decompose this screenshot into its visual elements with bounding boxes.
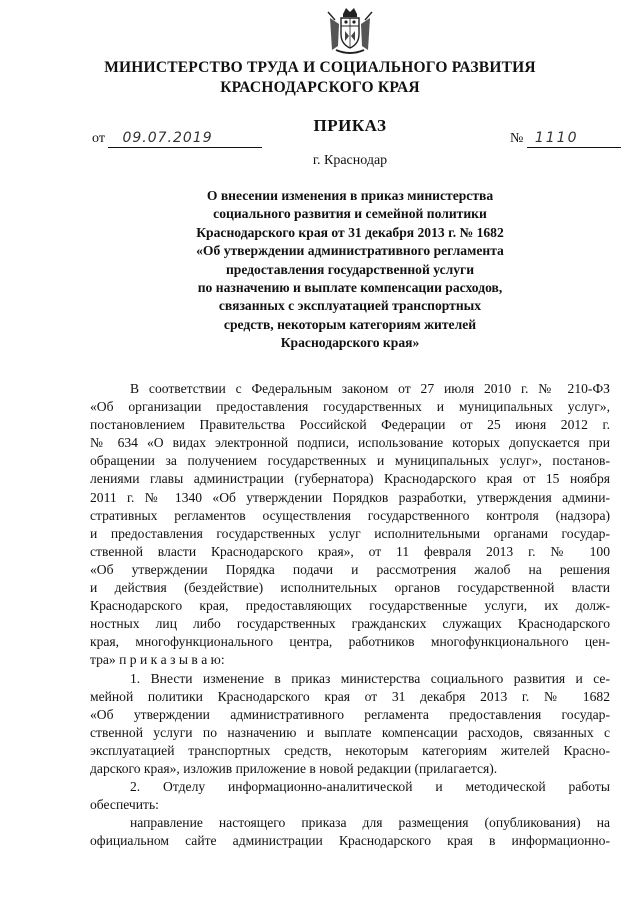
body-line: края, многофункционального центра, работников многофункционального цен- <box>90 634 610 650</box>
body-line: официальном сайте администрации Краснодарского края в информационно- <box>90 833 610 849</box>
title-line: связанных с эксплуатацией транспортных <box>218 298 482 314</box>
body-line: «Об утверждении административного регламента предоставления государ- <box>90 706 610 722</box>
document-type: ПРИКАЗ <box>313 116 387 135</box>
body-line: «Об организации предоставления государственных и муниципальных услуг», <box>90 399 610 415</box>
body-line: лениями главы администрации (губернатора) Краснодарского края от 15 ноября <box>90 471 610 487</box>
body-line: В соответствии с Федеральным законом от 27 июля 2010 г. № 210-ФЗ <box>130 381 610 396</box>
ministry-line-2: КРАСНОДАРСКОГО КРАЯ <box>220 79 420 96</box>
body-line: мейной политики Краснодарского края от 31 декабря 2013 г. № 1682 <box>90 688 610 704</box>
body-line: № 634 «О видах электронной подписи, использование которых допускается при <box>90 435 610 451</box>
title-line: предоставления государственной услуги <box>225 261 475 277</box>
title-line: Краснодарского края от 31 декабря 2013 г. № 1682 <box>196 224 504 240</box>
body-line: постановлением Правительства Российской Федерации от 25 июня 2012 г. <box>90 417 610 433</box>
ministry-name <box>0 58 640 98</box>
body-line: обращении за получением государственных и муниципальных услуг», постанов- <box>90 453 610 469</box>
body-line: стративных регламентов осуществления государственного контроля (надзора) <box>90 507 610 523</box>
number-prefix: № <box>510 131 524 146</box>
date-prefix: от <box>92 131 105 146</box>
body-line: тра» п р и к а з ы в а ю: <box>90 652 225 668</box>
body-line: 1. Внести изменение в приказ министерства социального развития и се- <box>130 670 610 686</box>
title-line: «Об утверждении административного регламента <box>196 243 504 259</box>
number-value: 1110 <box>527 131 621 148</box>
document-body <box>90 380 610 850</box>
body-line: направление настоящего приказа для размещения (опубликования) на <box>130 815 610 831</box>
date-value: 09.07.2019 <box>108 131 262 148</box>
body-line: «Об утверждении Порядка подачи и рассмотрения жалоб на решения <box>90 561 610 577</box>
date-field <box>92 131 262 148</box>
body-line: дарского края», изложив приложение в новой редакции (прилагается). <box>90 760 498 776</box>
title-line: по назначению и выплате компенсации расходов, <box>197 280 503 296</box>
body-line: 2. Отделу информационно-аналитической и методической работы <box>130 779 610 795</box>
body-line: эксплуатацией транспортных средств, некоторым категориям жителей Красно- <box>90 742 610 758</box>
body-line: ственной услуги по назначению и выплате компенсации расходов, связанных с <box>90 724 610 740</box>
coat-of-arms-emblem <box>326 6 374 56</box>
title-line: социального развития и семейной политики <box>213 206 487 222</box>
title-line: Краснодарского края» <box>280 335 420 351</box>
body-line: обеспечить: <box>90 797 159 813</box>
document-title <box>0 187 640 353</box>
number-field <box>510 131 621 148</box>
body-line: ностных лиц либо государственных гражданских служащих Краснодарского <box>90 616 610 632</box>
body-line: Краснодарского края, предоставляющих государственные услуги, их долж- <box>90 598 610 614</box>
ministry-line-1: МИНИСТЕРСТВО ТРУДА И СОЦИАЛЬНОГО РАЗВИТИЯ <box>104 59 536 76</box>
title-line: средств, некоторым категориям жителей <box>223 316 477 332</box>
body-line: 2011 г. № 1340 «Об утверждении Порядков разработки, утверждения админи- <box>90 489 610 505</box>
city-label: г. Краснодар <box>312 153 388 168</box>
body-line: и действия (бездействие) исполнительных органов государственной власти <box>90 580 610 596</box>
body-line: и предоставления государственных услуг исполнительными органами государ- <box>90 525 610 541</box>
body-line: ственной власти Краснодарского края», от 11 февраля 2013 г. № 100 <box>90 543 610 559</box>
title-line: О внесении изменения в приказ министерства <box>206 188 494 203</box>
